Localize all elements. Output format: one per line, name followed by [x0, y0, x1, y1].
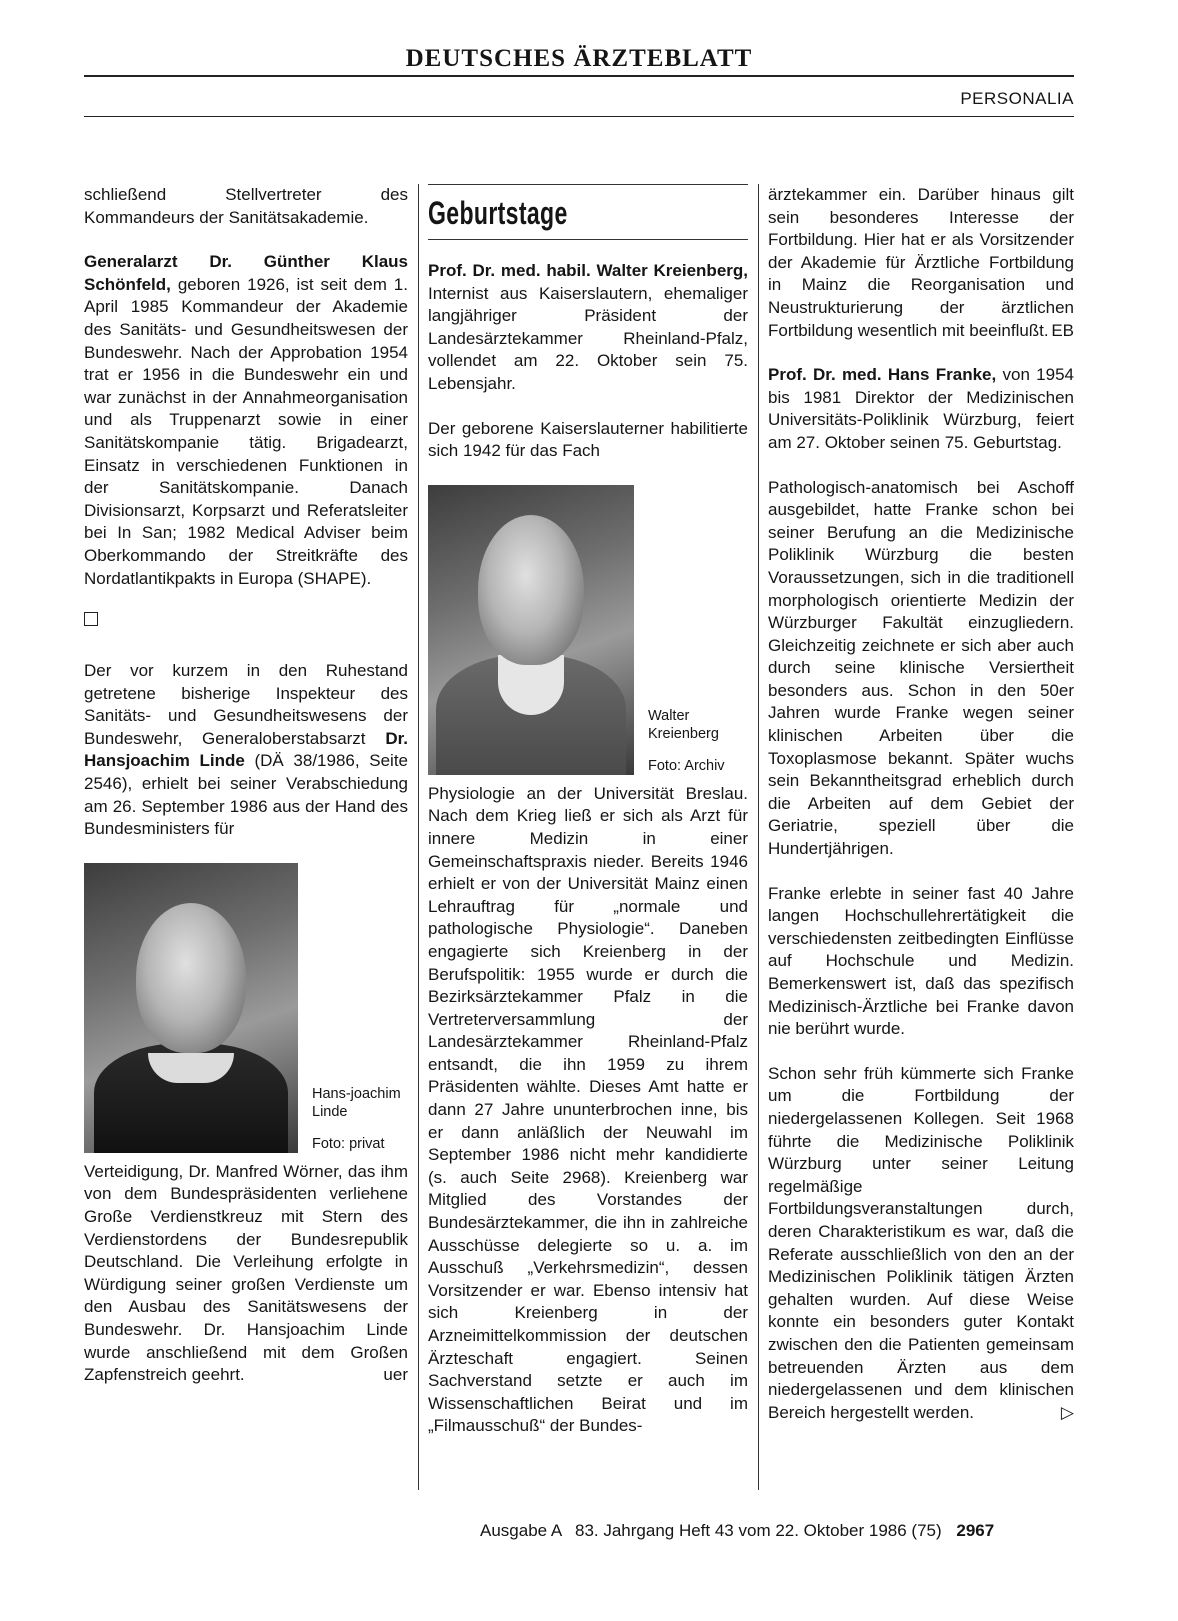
column-2: [428, 184, 748, 1438]
person-name: Prof. Dr. med. Hans Franke,: [768, 365, 997, 385]
paragraph: Generalarzt Dr. Günther Klaus Schönfeld, geboren 1926, ist seit dem 1. April 1985 Kommandeur der Akademie des Sanitäts- und Gesundheitswesen der Bundeswehr. Nach der Approbation 1954 trat er 1956 in die Bundeswehr ein und war zunächst in der Annahmeorganisation und als Truppenarzt sowie in einer Sanitätskompanie tätig. Brigadearzt, Einsatz in verschiedenen Funktionen in der Sanitätskompanie. Danach Divisionsarzt, Korpsarzt und Referatsleiter bei In San; 1982 Medical Adviser beim Oberkommando der Streitkräfte des Nordatlantikpakts in Europa (SHAPE).: [84, 252, 408, 588]
section-label: PERSONALIA: [960, 89, 1074, 108]
paragraph: Pathologisch-anatomisch bei Aschoff ausgebildet, hatte Franke schon bei seiner Berufung an die Medizinische Poliklinik Würzburg die besten Voraussetzungen, sich in die traditionell morphologisch orientierte Medizin der Würzburger Fakultät einzugliedern. Gleichzeitig zeichnete er sich aber auch durch seine klinische Versiertheit besonders aus. Schon in den 50er Jahren wurde Franke wegen seiner klinischen Arbeiten über die Toxoplasmose bekannt. Später wuchs sein Bekanntheitsgrad erheblich durch die Arbeiten auf dem Gebiet der Geriatrie, speziell über die Hundertjährigen.: [768, 477, 1074, 859]
paragraph: Der geborene Kaiserslauterner habilitierte sich 1942 für das Fach: [428, 418, 748, 461]
photo-caption: Hans-joachim Linde Foto: privat: [312, 1085, 401, 1152]
column-divider-2: [758, 184, 759, 1490]
paragraph: ärztekammer ein. Darüber hinaus gilt sein besonderes Interesse der Fortbildung. Hier hat er als Vorsitzender der Akademie für Ärztliche Fortbildung in Mainz die Reorganisation und Neustrukturierung der ärztlichen Fortbildung wesentlich mit beeinflußt. EB: [768, 184, 1074, 342]
column-1: [84, 184, 408, 1387]
paragraph: Prof. Dr. med. Hans Franke, von 1954 bis 1981 Direktor der Medizinischen Universitäts-Poliklinik Würzburg, feiert am 27. Oktober seinen 75. Geburtstag.: [768, 365, 1074, 452]
paragraph: schließend Stellvertreter des Kommandeurs der Sanitätsakademie.: [84, 185, 408, 227]
page-footer: [480, 1520, 1074, 1542]
paragraph: Der vor kurzem in den Ruhestand getretene bisherige Inspekteur des Sanitäts- und Gesundheitswesens der Bundeswehr, Generaloberstabsarzt Dr. Hansjoachim Linde (DÄ 38/1986, Seite 2546), erhielt bei seiner Verabschiedung am 26. September 1986 aus der Hand des Bundesministers für: [84, 661, 408, 839]
column-divider-1: [418, 184, 419, 1490]
paragraph: Franke erlebte in seiner fast 40 Jahre langen Hochschullehrertätigkeit die verschiedensten zeitbedingten Einflüsse auf Hochschule und Medizin. Bemerkenswert ist, daß das spezifisch Medizinisch-Ärztliche bei Franke davon nie berührt wurde.: [768, 883, 1074, 1039]
paragraph: Schon sehr früh kümmerte sich Franke um die Fortbildung der niedergelassenen Kollegen. Seit 1968 führte die Medizinische Poliklinik Würzburg unter seiner Leitung regelmäßige Fortbildungsveranstaltungen durch, deren Charakteristikum es war, daß die Referate ausschließlich von den an der Medizinischen Poliklinik tätigen Ärzten gehalten wurden. Auf diese Weise konnte ein besonders guter Kontakt zwischen den die Patienten gemeinsam betreuenden Ärzten aus dem niedergelassenen und dem klinischen Bereich hergestellt werden. ▷: [768, 1063, 1074, 1425]
header-rule: [84, 116, 1074, 117]
issue-details: 83. Jahrgang Heft 43 vom 22. Oktober 1986 (75): [574, 1521, 942, 1540]
photo-caption: Walter Kreienberg Foto: Archiv: [648, 707, 725, 774]
author-sign: EB: [1051, 320, 1074, 340]
figure-linde: [84, 863, 408, 1153]
issue-label: Ausgabe A: [480, 1521, 563, 1540]
paragraph: Verteidigung, Dr. Manfred Wörner, das ihm von dem Bundespräsidenten verliehene Große Verdienstkreuz mit Stern des Verdienstordens der Bundesrepublik Deutschland. Die Verleihung erfolgte in Würdigung seiner großen Verdienste um den Ausbau des Sanitätswesens der Bundeswehr. Dr. Hansjoachim Linde wurde anschließend mit dem Großen Zapfenstreich geehrt. uer: [84, 1161, 408, 1387]
person-name: Dr. Hansjoachim Linde: [84, 728, 408, 771]
section-end-square-icon: [84, 612, 98, 626]
page-number: 2967: [956, 1521, 995, 1540]
paragraph: Prof. Dr. med. habil. Walter Kreienberg, Internist aus Kaiserslautern, ehemaliger langjähriger Präsident der Landesärztekammer Rheinland-Pfalz, vollendet am 22. Oktober sein 75. Lebensjahr.: [428, 261, 748, 393]
portrait-photo: [84, 863, 298, 1153]
rubric-rule-bottom: [428, 239, 748, 240]
paragraph: Physiologie an der Universität Breslau. Nach dem Krieg ließ er sich als Arzt für innere Medizin in einer Gemeinschaftspraxis nieder. Bereits 1946 erhielt er von der Universität Mainz einen Lehrauftrag für „normale und pathologische Physiologie“. Daneben engagierte sich Kreienberg in der Berufspolitik: 1955 wurde er durch die Bezirksärztekammer Pfalz in die Vertreterversammlung der Landesärztekammer Rheinland-Pfalz entsandt, die ihn 1959 zu ihrem Präsidenten wählte. Dieses Amt hatte er dann 27 Jahre ununterbrochen inne, bis er dann anläßlich der Neuwahl im September 1986 nicht mehr kandidierte (s. auch Seite 2968). Kreienberg war Mitglied des Vorstandes der Bundesärztekammer, die ihn in zahlreiche Ausschüsse delegierte so u. a. im Ausschuß „Verkehrsmedizin“, dessen Vorsitzender er war. Ebenso intensiv hat sich Kreienberg in der Arzneimittelkommission der deutschen Ärzteschaft engagiert. Seinen Sachverstand setzte er auch im Wissenschaftlichen Beirat und im „Filmausschuß“ der Bundes-: [428, 783, 748, 1436]
rubric-rule-top: [428, 184, 748, 185]
person-name: Generalarzt Dr. Günther Klaus Schönfeld,: [84, 252, 408, 294]
person-name: Prof. Dr. med. habil. Walter Kreienberg,: [428, 261, 748, 280]
portrait-photo: [428, 485, 634, 775]
column-3: [768, 184, 1074, 1424]
masthead: DEUTSCHES ÄRZTEBLATT: [405, 45, 753, 72]
figure-kreienberg: [428, 485, 748, 775]
rubric-heading: Geburtstage: [428, 195, 568, 231]
paragraph-tail: uer: [383, 1365, 408, 1385]
continue-arrow-icon: ▷: [1060, 1402, 1074, 1422]
masthead-rule: [84, 75, 1074, 77]
